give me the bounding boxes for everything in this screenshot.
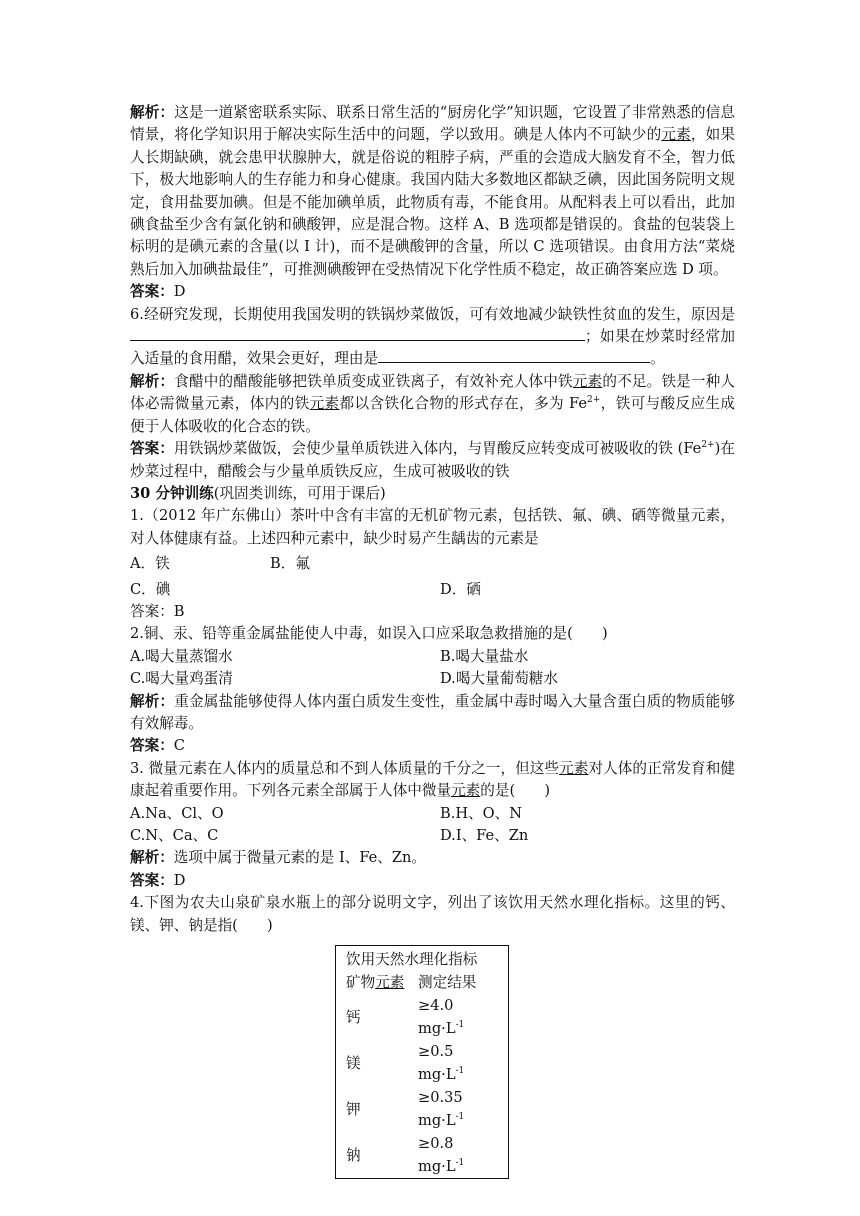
- answer-value: C: [173, 737, 185, 755]
- section-title: 30 分钟训练: [130, 484, 214, 502]
- answer-label: 答案：: [130, 871, 174, 889]
- underlined-term: 元素: [375, 974, 405, 992]
- analysis-text: 选项中属于微量元素的是 I、Fe、Zn。: [173, 849, 427, 867]
- table-header-row: [336, 971, 509, 994]
- q5-analysis: [130, 102, 735, 281]
- superscript: -1: [455, 1020, 465, 1031]
- header-text: 矿物: [346, 974, 376, 992]
- q1-options-row-2: [130, 579, 735, 601]
- option-b[interactable]: B.H、O、N: [440, 804, 523, 822]
- table-row: [336, 1086, 509, 1132]
- table-row: [336, 994, 509, 1040]
- q2-options-row-2: [130, 668, 735, 690]
- element-name: 钙: [346, 1008, 361, 1026]
- option-a[interactable]: A．铁: [130, 555, 170, 573]
- underlined-term: 元素: [661, 126, 691, 144]
- mineral-index-table: [335, 945, 509, 1179]
- underlined-term: 元素: [309, 395, 340, 413]
- table-header-result: 测定结果: [418, 974, 477, 992]
- superscript: -1: [455, 1158, 465, 1169]
- analysis-label: 解析：: [130, 849, 174, 867]
- analysis-label: 解析：: [130, 692, 175, 710]
- answer-value: D: [173, 871, 186, 889]
- analysis-text: 都以含铁化合物的形式存在，多为 Fe: [339, 395, 587, 413]
- option-d[interactable]: D．硒: [440, 580, 481, 598]
- option-a[interactable]: A.Na、Cl、O: [130, 804, 224, 822]
- question-text: 对人体的正常发育和健康起着重要作用。下列各元素全部属于人体中微量: [130, 759, 735, 800]
- option-d[interactable]: D.I、Fe、Zn: [440, 827, 529, 844]
- analysis-text: ，如果人长期缺碘，就会患甲状腺肿大，就是俗说的粗脖子病，严重的会造成大脑发育不全，智力低下，极大地影响人的生存能力和身心健康。我国内陆大多数地区都缺乏碘，因此国务院明文规定，食用盐要加碘。但是不能加碘单质，此物质有毒，不能食用。从配料表上可以看出，此加碘食盐至少含有氯化钠和碘酸钾，应是混合物。这样 A、B 选项都是错误的。食盐的包装袋上标明的是碘元素的含量(以 I 计)，而不是碘酸钾的含量，所以 C 选项错误。由食用方法“菜烧熟后加入加碘盐最佳”，可推测碘酸钾在受热情况下化学性质不稳定，故正确答案应选 D 项。: [130, 126, 735, 278]
- answer-blank[interactable]: [378, 348, 650, 363]
- option-d[interactable]: D.喝大量葡萄糖水: [440, 670, 558, 688]
- document-page: [130, 102, 735, 1179]
- underlined-term: 元素: [559, 759, 589, 777]
- option-b[interactable]: B.喝大量盐水: [440, 647, 529, 665]
- element-value: [412, 994, 509, 1040]
- table-title-row: [336, 946, 509, 972]
- analysis-text: 这是一道紧密联系实际、联系日常生活的“厨房化学”知识题，它设置了非常熟悉的信息情景，将化学知识用于解决实际生活中的问题，学以致用。碘是人体内不可缺少的: [130, 104, 735, 144]
- table-row: [336, 1040, 509, 1086]
- q2-answer: [130, 735, 735, 757]
- option-c[interactable]: C.N、Ca、C: [130, 827, 219, 844]
- table-row: [336, 1132, 509, 1179]
- question-text: 的是( ): [480, 782, 551, 800]
- answer-text: 用铁锅炒菜做饭，会使少量单质铁进入体内，与胃酸反应转变成可被吸收的铁 (Fe: [174, 440, 702, 458]
- q2-stem: 2.铜、汞、铅等重金属盐能使人中毒，如误入口应采取急救措施的是( ): [130, 625, 608, 643]
- superscript: 2+: [587, 395, 601, 406]
- element-name: 钠: [346, 1146, 361, 1164]
- element-value: [412, 1132, 509, 1179]
- underlined-term: 元素: [451, 782, 481, 800]
- q6-answer: [130, 438, 735, 483]
- question-text: ；如果在炒菜时经常加入适量的食用醋，效果会更好，理由是: [130, 328, 735, 368]
- section-heading: [130, 483, 735, 505]
- analysis-text: 重金属盐能够使得人体内蛋白质发生变性，重金属中毒时喝入大量含蛋白质的物质能够有效解毒。: [130, 692, 735, 732]
- answer-value: D: [173, 283, 186, 301]
- value-text: ≥4.0 mg·L: [418, 997, 456, 1038]
- table-title: 饮用天然水理化指标: [346, 951, 478, 969]
- q1-options-row-1: [130, 553, 735, 575]
- q3-options-row-1: [130, 803, 735, 825]
- superscript: -1: [455, 1112, 465, 1123]
- analysis-text: 的不足。铁是一种人体必需微量元素，体内的铁: [130, 372, 735, 413]
- answer-label: 答案：: [130, 283, 174, 301]
- underlined-term: 元素: [572, 372, 603, 390]
- q4-stem: 4.下图为农夫山泉矿泉水瓶上的部分说明文字，列出了该饮用天然水理化指标。这里的钙、镁、钾、钠是指( ): [130, 894, 735, 934]
- analysis-label: 解析：: [130, 104, 175, 121]
- answer-blank[interactable]: [130, 326, 585, 341]
- value-text: ≥0.35 mg·L: [418, 1089, 463, 1130]
- q3-options-row-2: [130, 825, 735, 847]
- element-value: [412, 1040, 509, 1086]
- option-a[interactable]: A.喝大量蒸馏水: [130, 647, 233, 665]
- q6-analysis: [130, 371, 735, 438]
- option-c[interactable]: C.喝大量鸡蛋清: [130, 670, 233, 688]
- answer-label: 答案：: [130, 440, 175, 458]
- answer-text: )在炒菜过程中，醋酸会与少量单质铁反应，生成可被吸收的铁: [130, 440, 735, 480]
- question-text: 3. 微量元素在人体内的质量总和不到人体质量的千分之一，但这些: [130, 759, 560, 777]
- q5-answer: [130, 281, 735, 303]
- q6-stem: [130, 304, 735, 371]
- q3-answer: [130, 870, 735, 892]
- element-value: [412, 1086, 509, 1132]
- element-name: 钾: [346, 1100, 361, 1118]
- superscript: -1: [455, 1066, 465, 1077]
- question-text: 6.经研究发现，长期使用我国发明的铁锅炒菜做饭，可有效地减少缺铁性贫血的发生，原因是: [130, 305, 735, 323]
- q1-stem: 1.（2012 年广东佛山）茶叶中含有丰富的无机矿物元素，包括铁、氟、碘、硒等微量元素，对人体健康有益。上述四种元素中，缺少时易产生龋齿的元素是: [130, 507, 735, 547]
- answer-label: 答案：: [130, 737, 174, 755]
- value-text: ≥0.8 mg·L: [418, 1135, 456, 1176]
- option-c[interactable]: C．碘: [130, 580, 171, 598]
- q2-options-row-1: [130, 646, 735, 668]
- analysis-label: 解析：: [130, 372, 175, 390]
- analysis-text: 食醋中的醋酸能够把铁单质变成亚铁离子，有效补充人体中铁: [174, 372, 573, 390]
- q2-analysis: [130, 691, 735, 736]
- value-text: ≥0.5 mg·L: [418, 1043, 456, 1084]
- section-subtitle: (巩固类训练，可用于课后): [213, 484, 386, 502]
- q1-answer: 答案：B: [130, 602, 185, 620]
- analysis-text: ，铁可与酸反应生成便于人体吸收的化合态的铁。: [130, 395, 735, 435]
- question-text: 。: [650, 350, 665, 368]
- table-header-element: [336, 971, 413, 994]
- q3-analysis: [130, 847, 735, 869]
- q3-stem: [130, 758, 735, 803]
- superscript: 2+: [701, 440, 715, 451]
- element-name: 镁: [346, 1054, 361, 1072]
- option-b[interactable]: B．氟: [270, 555, 310, 573]
